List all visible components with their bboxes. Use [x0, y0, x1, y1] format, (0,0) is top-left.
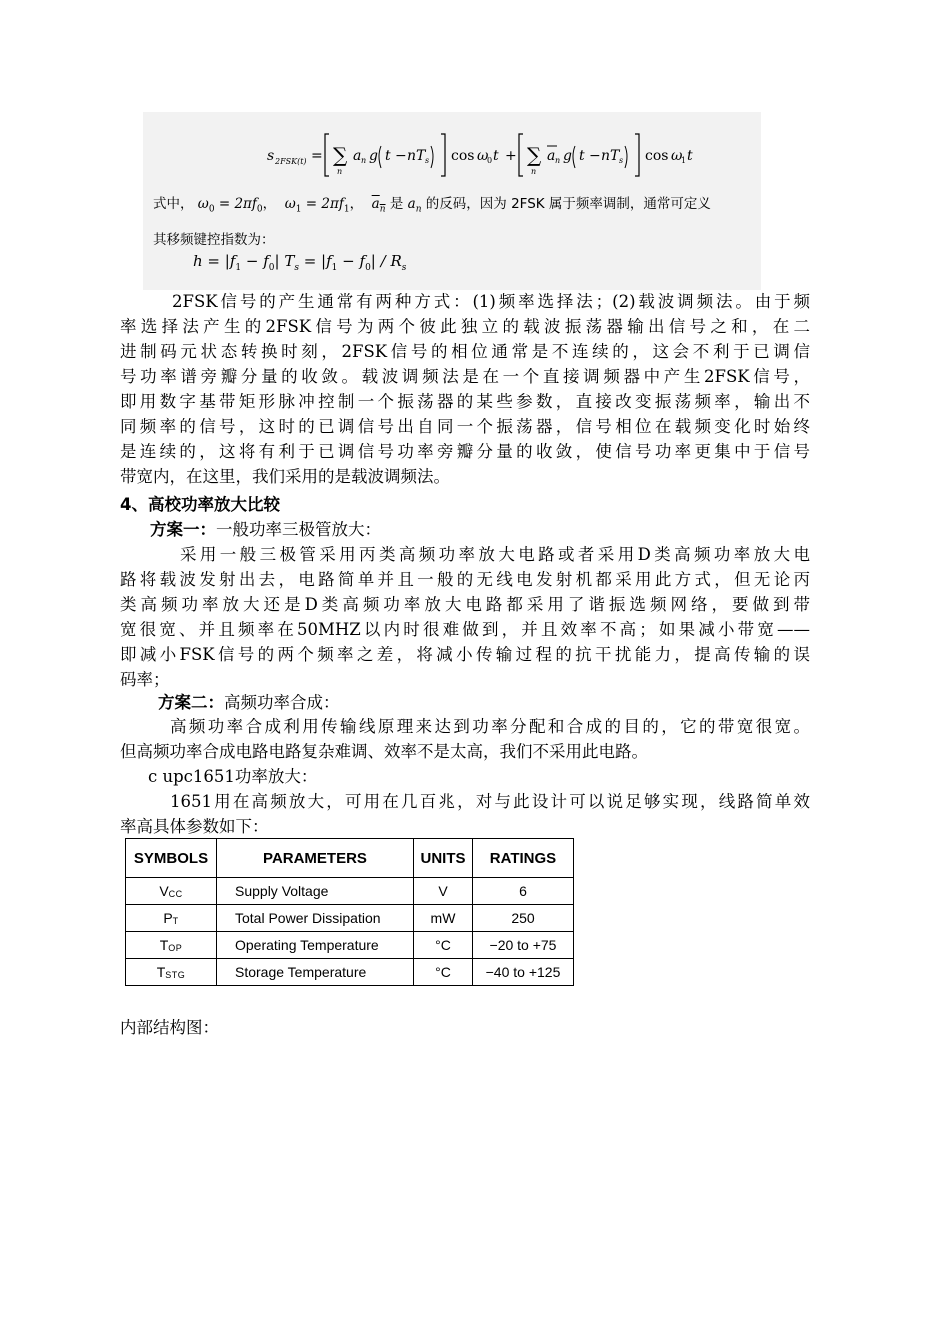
svg-text:∑: ∑: [333, 143, 348, 167]
text-line: 采用一般三极管采用丙类高频功率放大电路或者采用D类高频功率放大电: [180, 545, 810, 564]
svg-text:g: g: [563, 148, 572, 164]
svg-text:nT: nT: [601, 148, 620, 164]
table-row: [126, 932, 574, 959]
column-header: RATINGS: [473, 839, 574, 878]
svg-text:t: t: [493, 148, 499, 164]
text-line: 号功率谱旁瓣分量的收敛。载波调频法是在一个直接调频器中产生2FSK信号，: [120, 367, 810, 386]
text-line: 1651用在高频放大，可用在几百兆，对与此设计可以说足够实现，线路简单效: [170, 792, 810, 811]
table-row: [126, 959, 574, 986]
text-line: 码率；: [120, 670, 170, 689]
svg-text:ω: ω: [671, 148, 683, 164]
text-line: 是连续的，这将有利于已调信号功率旁瓣分量的收敛，使信号功率更集中于信号: [120, 442, 810, 461]
svg-text:−: −: [395, 148, 407, 164]
text-line: 即用数字基带矩形脉冲控制一个振荡器的某些参数，直接改变振荡频率，输出不: [120, 392, 810, 411]
column-header: PARAMETERS: [217, 839, 414, 878]
formula-definition-line-2: 其移频键控指数为：: [153, 232, 275, 248]
unit-cell: °C: [414, 932, 473, 959]
svg-text:cos: cos: [645, 148, 669, 164]
svg-text:nT: nT: [407, 148, 426, 164]
defline-prefix: 式中，: [153, 196, 194, 212]
parameter-cell: Operating Temperature: [217, 932, 414, 959]
svg-text:+: +: [505, 148, 517, 164]
scheme-one-title: 一般功率三极管放大：: [216, 520, 381, 539]
fsk-signal-formula: [265, 128, 735, 180]
svg-text:s: s: [267, 148, 275, 164]
svg-text:n: n: [531, 167, 537, 176]
svg-text:t: t: [687, 148, 693, 164]
modulation-index-formula: $h = |f_1 - f_0|$ $T_s = |f_1 - f_0| / R_s$: [193, 252, 407, 273]
scheme-two-title: 高频功率合成：: [224, 693, 340, 712]
rating-cell: 250: [473, 905, 574, 932]
symbol-cell: $V_{CC}$: [126, 878, 217, 905]
svg-text:ω: ω: [477, 148, 489, 164]
scheme-one-label: 方案一：: [150, 520, 216, 539]
svg-text:1: 1: [681, 156, 687, 165]
scheme-three-heading: c upc1651功率放大：: [148, 767, 318, 786]
svg-text:=: =: [311, 148, 323, 164]
table-header-row: [126, 839, 574, 878]
text-line: 进制码元状态转换时刻，2FSK信号的相位通常是不连续的，这会不利于已调信: [120, 342, 810, 361]
text-line: 同频率的信号，这时的已调信号出自同一个振荡器，信号相位在载频变化时始终: [120, 417, 810, 436]
symbol-cell: $P_T$: [126, 905, 217, 932]
formula-definition-line: 式中， $\omega_0 = 2\pi f_0$， $\omega_1 = 2\pi f_1$， $a_n$ 是 $a_n$ 的反码，因为 2FSK 属于频率调制，通常可定义: [153, 196, 711, 215]
unit-cell: V: [414, 878, 473, 905]
text-line: 类高频功率放大还是D类高频功率放大电路都采用了谐振选频网络，要做到带: [120, 595, 810, 614]
rating-cell: −40 to +125: [473, 959, 574, 986]
paragraph-scheme-one: [120, 542, 810, 692]
parameter-cell: Total Power Dissipation: [217, 905, 414, 932]
svg-text:s: s: [619, 156, 624, 165]
text-line: 2FSK信号的产生通常有两种方式：(1)频率选择法；(2)载波调频法。由于频: [172, 292, 810, 311]
parameter-cell: Storage Temperature: [217, 959, 414, 986]
unit-cell: mW: [414, 905, 473, 932]
table-row: [126, 905, 574, 932]
svg-text:2FSK(t): 2FSK(t): [275, 157, 307, 166]
text-line: 宽很宽、并且频率在50MHZ以内时很难做到，并且效率不高；如果减小带宽——: [120, 620, 810, 639]
column-header: SYMBOLS: [126, 839, 217, 878]
scheme-two-heading: [158, 690, 340, 715]
svg-text:t: t: [385, 148, 391, 164]
absolute-ratings-table: [125, 838, 574, 986]
text-line: 率高具体参数如下：: [120, 817, 269, 836]
section-heading: 4、高校功率放大比较: [120, 495, 280, 514]
text-line: 带宽内，在这里，我们采用的是载波调频法。: [120, 467, 450, 486]
symbol-cell: $T_{OP}$: [126, 932, 217, 959]
formula-image: [143, 112, 761, 290]
text-line: 即减小FSK信号的两个频率之差，将减小传输过程的抗干扰能力，提高传输的误: [120, 645, 810, 664]
svg-text:n: n: [337, 167, 343, 176]
svg-text:∑: ∑: [527, 143, 542, 167]
internal-structure-label: 内部结构图：: [120, 1018, 219, 1037]
paragraph-scheme-two: [120, 714, 810, 764]
svg-text:a: a: [547, 148, 556, 164]
scheme-one-heading: [150, 517, 381, 542]
text-line: 但高频功率合成电路电路复杂难调、效率不是太高，我们不采用此电路。: [120, 742, 648, 761]
paragraph-fsk-generation: [120, 289, 810, 489]
defline-suffix: 的反码，因为 2FSK 属于频率调制，通常可定义: [425, 196, 711, 212]
svg-text:cos: cos: [451, 148, 475, 164]
svg-text:a: a: [353, 148, 362, 164]
svg-text:s: s: [425, 156, 430, 165]
symbol-cell: $T_{STG}$: [126, 959, 217, 986]
table-row: [126, 878, 574, 905]
rating-cell: −20 to +75: [473, 932, 574, 959]
text-line: 率选择法产生的2FSK信号为两个彼此独立的载波振荡器输出信号之和，在二: [120, 317, 810, 336]
svg-text:n: n: [361, 156, 367, 165]
rating-cell: 6: [473, 878, 574, 905]
column-header: UNITS: [414, 839, 473, 878]
svg-text:n: n: [555, 156, 561, 165]
svg-text:−: −: [589, 148, 601, 164]
text-line: 路将载波发射出去，电路简单并且一般的无线电发射机都采用此方式，但无论丙: [120, 570, 810, 589]
unit-cell: °C: [414, 959, 473, 986]
svg-text:t: t: [579, 148, 585, 164]
defline-mid: 是: [389, 196, 404, 212]
paragraph-upc1651: [120, 789, 810, 839]
parameter-cell: Supply Voltage: [217, 878, 414, 905]
scheme-two-label: 方案二：: [158, 693, 224, 712]
svg-text:0: 0: [487, 156, 493, 165]
svg-text:g: g: [369, 148, 378, 164]
text-line: 高频功率合成利用传输线原理来达到功率分配和合成的目的，它的带宽很宽。: [170, 717, 810, 736]
